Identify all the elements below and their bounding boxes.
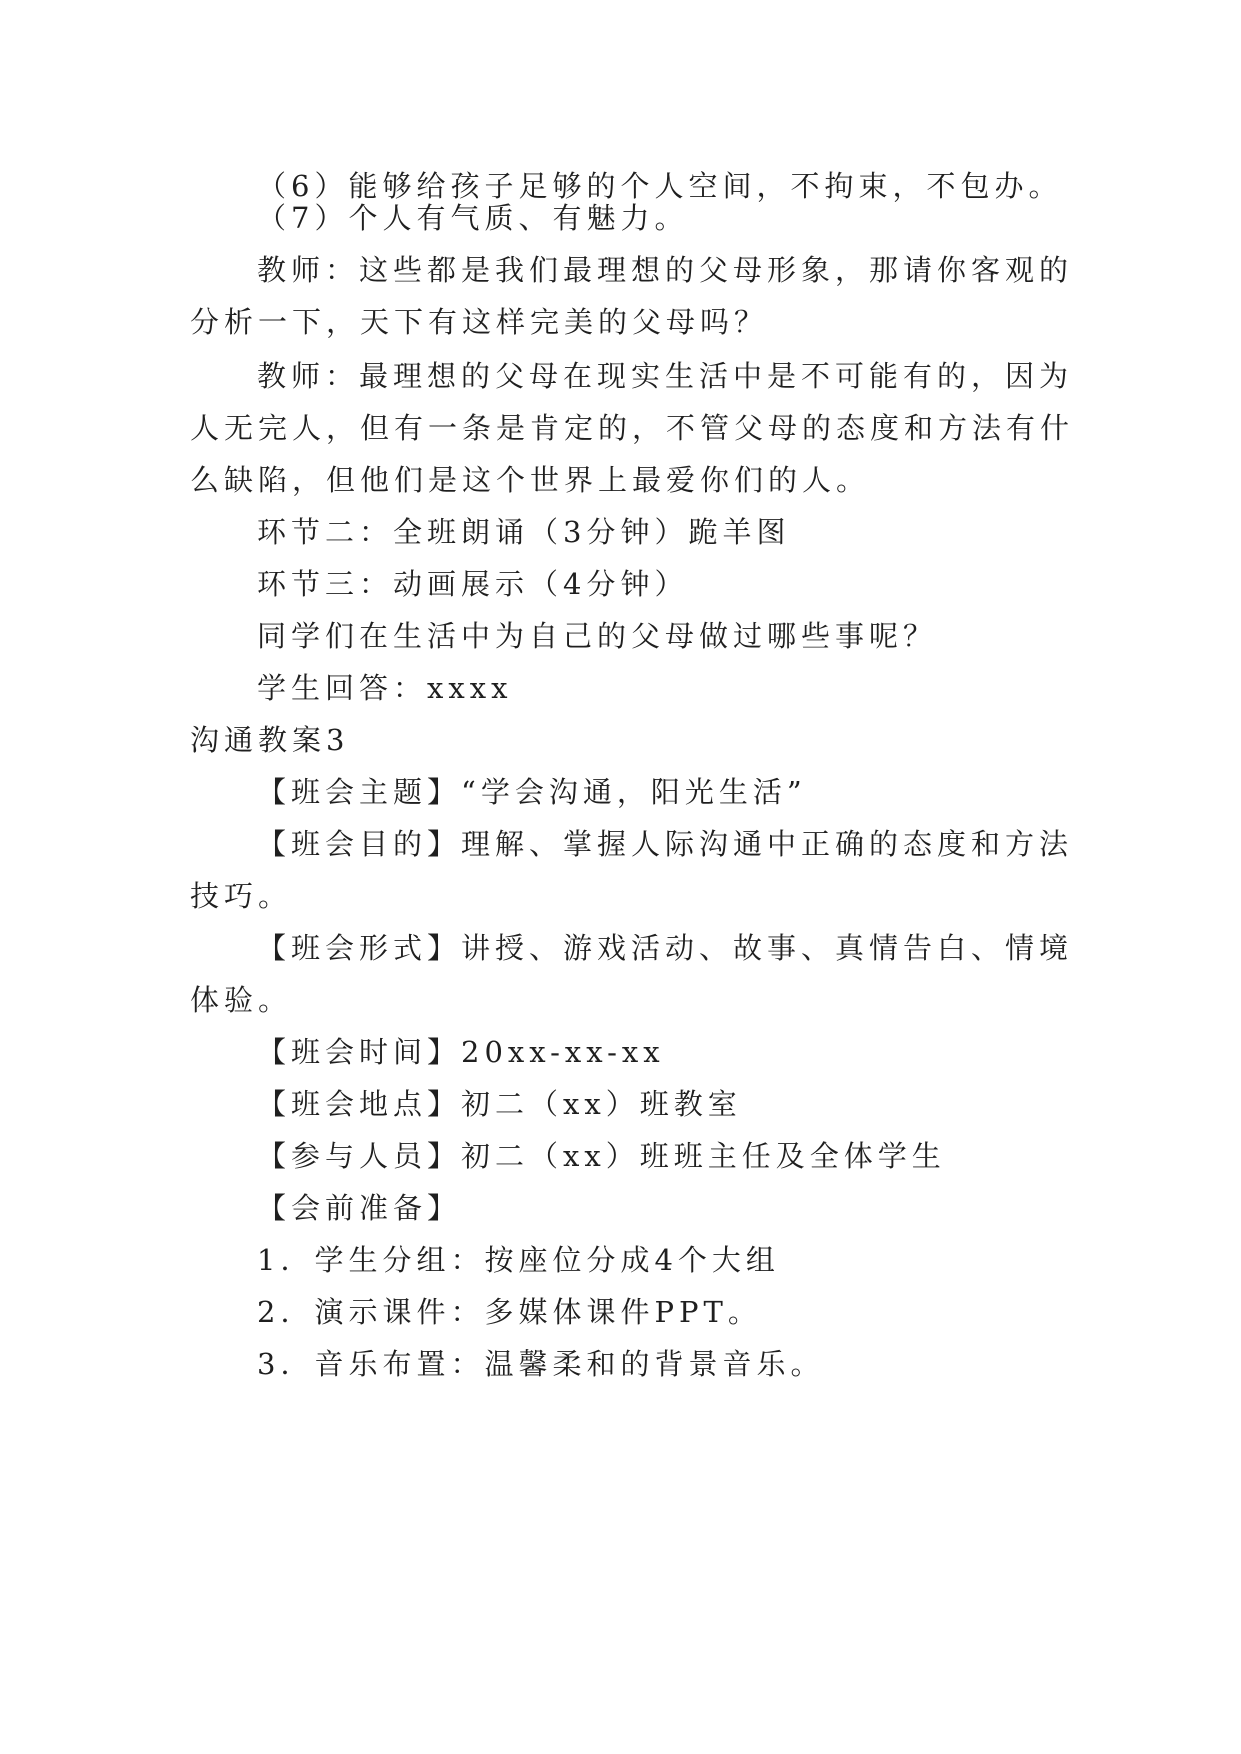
paragraph-line: （6）能够给孩子足够的个人空间，不拘束，不包办。: [257, 169, 1063, 203]
paragraph-line: 么缺陷，但他们是这个世界上最爱你们的人。: [190, 463, 871, 497]
paragraph-line: 【班会形式】讲授、游戏活动、故事、真情告白、情境: [257, 931, 1074, 965]
list-item: 3．音乐布置：温馨柔和的背景音乐。: [257, 1347, 825, 1381]
paragraph-line: 【会前准备】: [257, 1191, 462, 1225]
paragraph-line: 环节二：全班朗诵（3分钟）跪羊图: [257, 515, 791, 549]
list-item: 2．演示课件：多媒体课件PPT。: [257, 1295, 762, 1329]
paragraph-line: 【班会主题】“学会沟通，阳光生活”: [257, 775, 807, 809]
paragraph-line: 【参与人员】初二（xx）班班主任及全体学生: [257, 1139, 946, 1173]
paragraph-line: 分析一下，天下有这样完美的父母吗？: [190, 305, 769, 339]
paragraph-line: 【班会地点】初二（xx）班教室: [257, 1087, 742, 1121]
paragraph-line: 【班会目的】理解、掌握人际沟通中正确的态度和方法: [257, 827, 1074, 861]
paragraph-line: 教师：这些都是我们最理想的父母形象，那请你客观的: [257, 253, 1074, 287]
paragraph-line: 学生回答：xxxx: [257, 671, 513, 705]
paragraph-line: 教师：最理想的父母在现实生活中是不可能有的，因为: [257, 359, 1074, 393]
paragraph-line: 环节三：动画展示（4分钟）: [257, 567, 689, 601]
section-heading: 沟通教案3: [190, 723, 350, 757]
paragraph-line: 同学们在生活中为自己的父母做过哪些事呢？: [257, 619, 938, 653]
paragraph-line: （7）个人有气质、有魅力。: [257, 201, 689, 235]
paragraph-line: 人无完人，但有一条是肯定的，不管父母的态度和方法有什: [190, 411, 1075, 445]
paragraph-line: 【班会时间】20xx-xx-xx: [257, 1035, 665, 1069]
list-item: 1．学生分组：按座位分成4个大组: [257, 1243, 780, 1277]
paragraph-line: 技巧。: [190, 879, 293, 913]
paragraph-line: 体验。: [190, 983, 293, 1017]
